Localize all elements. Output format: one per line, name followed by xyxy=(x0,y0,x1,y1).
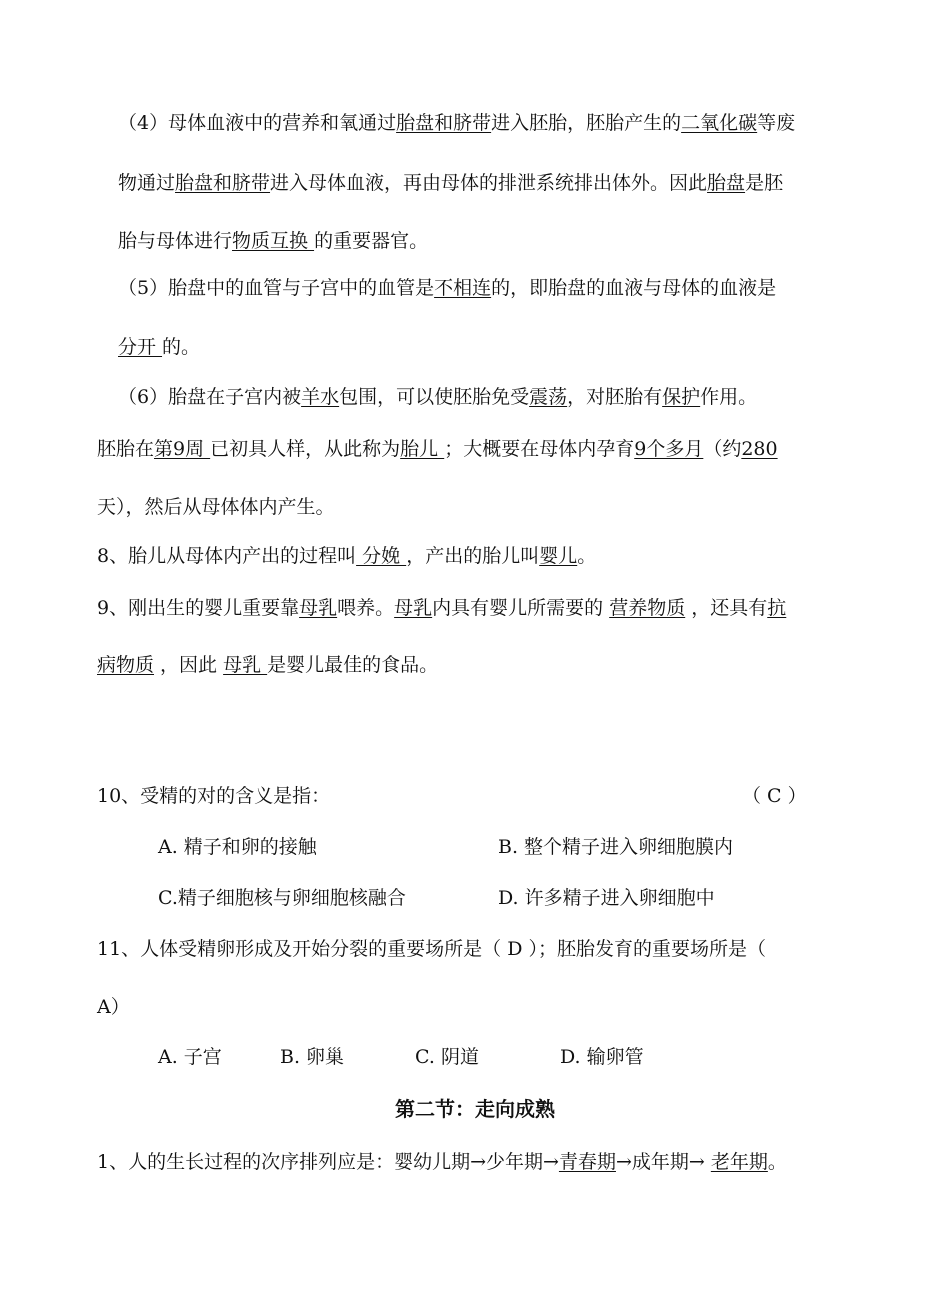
answer-blank: 老年期 xyxy=(710,1151,768,1173)
p4-line-3 xyxy=(118,228,428,254)
text: 的。 xyxy=(162,336,201,358)
text: 内具有婴儿所需要的 xyxy=(432,597,610,619)
q10-option-b: B. 整个精子进入卵细胞膜内 xyxy=(498,836,734,858)
p4-line-2 xyxy=(118,170,783,196)
q10-answer: （ C ） xyxy=(742,785,807,807)
answer-blank: 二氧化碳 xyxy=(681,112,758,134)
answer-blank: 胎盘和脐带 xyxy=(396,112,492,134)
p7-line-1 xyxy=(97,436,778,462)
answer-blank: 第9周 xyxy=(154,438,211,460)
text: 等废 xyxy=(757,112,796,134)
text: （约 xyxy=(703,438,742,460)
text: （4）母体血液中的营养和氧通过 xyxy=(118,112,397,134)
answer-blank: 物质互换 xyxy=(232,230,315,252)
q10-option-d: D. 许多精子进入卵细胞中 xyxy=(498,887,715,909)
section-title: 第二节：走向成熟 xyxy=(395,1097,555,1121)
answer-blank: 羊水 xyxy=(301,386,340,408)
text: 胎与母体进行 xyxy=(118,230,233,252)
text: 作用。 xyxy=(700,386,758,408)
text: ，还具有 xyxy=(685,597,768,619)
text: 是胚 xyxy=(745,172,784,194)
text: →成年期→ xyxy=(615,1151,711,1173)
text: 。 xyxy=(767,1151,787,1173)
answer-blank: 婴儿 xyxy=(539,545,578,567)
text: 进入胚胎，胚胎产生的 xyxy=(491,112,682,134)
text: ；大概要在母体内孕育 xyxy=(444,438,635,460)
q11-option-a: A. 子宫 xyxy=(158,1046,222,1068)
text: 包围，可以使胚胎免受 xyxy=(339,386,530,408)
p6-line xyxy=(118,384,757,410)
answer-blank: 280 xyxy=(741,438,778,460)
answer-blank: 青春期 xyxy=(558,1151,616,1173)
p5-line-2 xyxy=(118,334,200,360)
answer-blank: 分娩 xyxy=(356,545,407,567)
answer-blank: 9个多月 xyxy=(634,438,704,460)
answer-blank: 抗 xyxy=(767,597,787,619)
text: 的重要器官。 xyxy=(314,230,429,252)
text: 已初具人样，从此称为 xyxy=(210,438,401,460)
text: 9、刚出生的婴儿重要靠 xyxy=(97,597,300,619)
q9-line-2 xyxy=(97,652,438,678)
q10-option-a: A. 精子和卵的接触 xyxy=(158,836,317,858)
text: 1、人的生长过程的次序排列应是：婴幼儿期→少年期→ xyxy=(97,1151,559,1173)
text: 胚胎在 xyxy=(97,438,155,460)
answer-blank: 胎儿 xyxy=(400,438,445,460)
answer-blank: 母乳 xyxy=(299,597,338,619)
text: 是婴儿最佳的食品。 xyxy=(267,654,439,676)
text: （6）胎盘在子宫内被 xyxy=(118,386,302,408)
text: 物通过 xyxy=(118,172,176,194)
q8-line xyxy=(97,543,596,569)
p5-line-1 xyxy=(118,275,776,301)
text: 喂养。 xyxy=(337,597,395,619)
q10-stem: 10、受精的对的含义是指： xyxy=(97,785,331,807)
answer-blank: 不相连 xyxy=(434,277,492,299)
text: ，对胚胎有 xyxy=(567,386,663,408)
answer-blank: 营养物质 xyxy=(609,597,686,619)
answer-blank: 胎盘 xyxy=(707,172,746,194)
answer-blank: 保护 xyxy=(662,386,701,408)
text: ，产出的胎儿叫 xyxy=(406,545,540,567)
q11-option-c: C. 阴道 xyxy=(415,1046,479,1068)
text: 进入母体血液，再由母体的排泄系统排出体外。因此 xyxy=(270,172,708,194)
s2-q1-line xyxy=(97,1149,787,1175)
text: ，因此 xyxy=(154,654,224,676)
q10-option-c: C.精子细胞核与卵细胞核融合 xyxy=(158,887,406,909)
answer-blank: 分开 xyxy=(118,336,163,358)
answer-blank: 震荡 xyxy=(529,386,568,408)
q11-option-b: B. 卵巢 xyxy=(280,1046,345,1068)
answer-blank: 胎盘和脐带 xyxy=(175,172,271,194)
text: 。 xyxy=(577,545,597,567)
q11-line-1: 11、人体受精卵形成及开始分裂的重要场所是（ D ）；胚胎发育的重要场所是（ xyxy=(97,938,766,960)
p4-line-1 xyxy=(118,110,795,136)
q9-line-1 xyxy=(97,595,786,621)
p7-line-2: 天），然后从母体体内产生。 xyxy=(97,496,335,518)
answer-blank: 母乳 xyxy=(223,654,268,676)
q11-option-d: D. 输卵管 xyxy=(560,1046,644,1068)
answer-blank: 病物质 xyxy=(97,654,155,676)
answer-blank: 母乳 xyxy=(394,597,433,619)
text: 8、胎儿从母体内产出的过程叫 xyxy=(97,545,357,567)
text: 的，即胎盘的血液与母体的血液是 xyxy=(491,277,777,299)
text: （5）胎盘中的血管与子宫中的血管是 xyxy=(118,277,435,299)
q11-line-2: A） xyxy=(97,996,130,1018)
